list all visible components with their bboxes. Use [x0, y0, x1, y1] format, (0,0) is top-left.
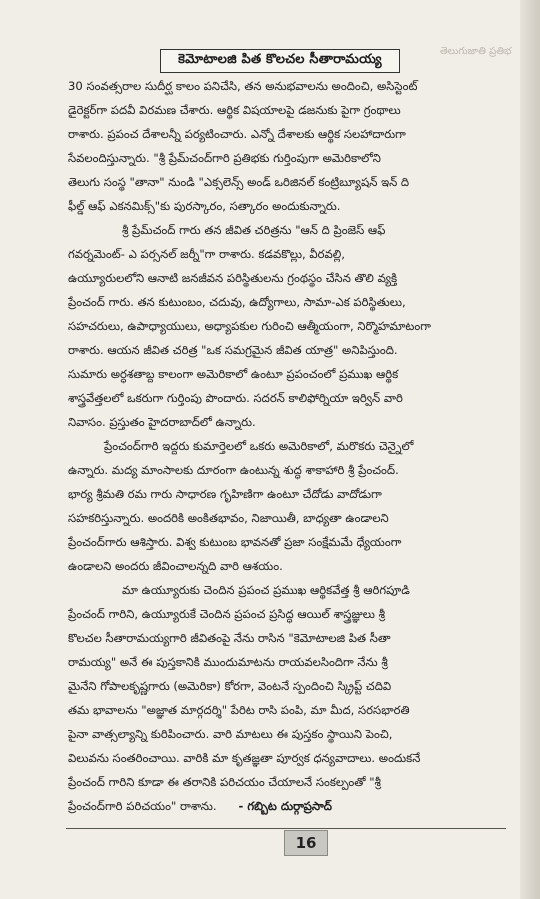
paragraph-3 — [68, 434, 500, 578]
text-line: శ్రీ ప్రేమ్‌చంద్ గారు తన జీవిత చరిత్రను "ఆన్ ది ప్రింజెస్ ఆఫ్ — [122, 223, 386, 237]
text-line: సహచరులు, ఉపాధ్యాయులు, అధ్యాపకుల గురించి ఆత్మీయంగా, నిర్మొహమాటంగా — [68, 319, 431, 333]
text-line: ఫీల్డ్ ఆఫ్ ఎకనమిక్స్"కు పురస్కారం, సత్కారం అందుకున్నారు. — [68, 199, 341, 213]
paragraph-2 — [68, 218, 500, 434]
footer-divider — [66, 828, 506, 829]
text-line: 30 సంవత్సరాల సుదీర్ఘ కాలం పనిచేసి, తన అనుభవాలను అందించి, అసిస్టెంట్ — [68, 79, 418, 93]
page-header-title — [160, 49, 400, 73]
text-line: గవర్నమెంట్- ఎ పర్సనల్ జర్నీ"గా రాశారు. కడవకొల్లు, వీరవల్లి, — [68, 247, 345, 261]
signature-line — [68, 794, 500, 818]
text-line: సహకరిస్తున్నారు. అందరికి అంకితభావం, నిజాయితీ, బాధ్యతా ఉండాలని — [68, 511, 389, 525]
paragraph-1 — [68, 74, 500, 218]
page-edge — [520, 0, 540, 899]
text-line: రాశారు. ప్రపంచ దేశాలన్నీ పర్యటించారు. ఎన్నో దేశాలకు ఆర్థిక సలహాదారుగా — [68, 127, 406, 141]
text-line: ప్రేంచంద్‌గారి పరిచయం" రాశాను. — [68, 799, 217, 813]
page-number-text: 16 — [295, 834, 317, 852]
text-line: పైనా వాత్సల్యాన్ని కురిపించారు. వారి మాటలు ఈ పుస్తకం స్థాయిని పెంచి, — [68, 727, 393, 741]
faded-bleed-text: తెలుగుజాతి ప్రతిభ — [440, 46, 512, 57]
text-line: ప్రేంచంద్‌గారు ఆశిస్తారు. విశ్వ కుటుంబ భావనతో ప్రజా సంక్షేమమే ధ్యేయంగా — [68, 535, 402, 549]
text-line: ప్రేంచంద్‌గారి ఇద్దరు కుమార్తెలలో ఒకరు అమెరికాలో, మరొకరు చెన్నైలో — [104, 439, 414, 453]
author-signature: - గబ్బిట దుర్గాప్రసాద్ — [238, 799, 332, 813]
header-title-text: కెమోటాలజి పిత కొలచల సీతారామయ్య — [178, 52, 382, 67]
text-line: ఉండాలని అందరు జీవించాలన్నది వారి ఆశయం. — [68, 559, 283, 573]
text-line: నివాసం. ప్రస్తుతం హైదరాబాద్‌లో ఉన్నారు. — [68, 415, 256, 429]
text-line: మైనేని గోపాలకృష్ణగారు (అమెరికా) కోరగా, వెంటనే స్పందించి స్క్రిప్ట్ చదివి — [68, 679, 392, 693]
text-line: ప్రేంచంద్ గారు. తన కుటుంబం, చదువు, ఉద్యోగాలు, సామా-ఎక పరిస్థితులు, — [68, 295, 406, 309]
text-line: ప్రేంచంద్ గారిని కూడా ఈ తరానికి పరిచయం చేయాలనే సంకల్పంతో "శ్రీ — [68, 775, 381, 789]
text-line: రాశారు. ఆయన జీవిత చరిత్ర "ఒక సమగ్రమైన జీవిత యాత్ర" అనిపిస్తుంది. — [68, 343, 398, 357]
text-line: ఉన్నారు. మద్య మాంసాలకు దూరంగా ఉంటున్న శుద్ధ శాకాహారి శ్రీ ప్రేంచంద్. — [68, 463, 399, 477]
text-line: మా ఉయ్యూరుకు చెందిన ప్రపంచ ప్రముఖ ఆర్థికవేత్త శ్రీ ఆరిగపూడి — [122, 583, 410, 597]
paragraph-4 — [68, 578, 500, 818]
text-line: డైరెక్టర్‌గా పదవీ విరమణ చేశారు. ఆర్థిక విషయాలపై డజనుకు పైగా గ్రంథాలు — [68, 103, 401, 117]
text-line: విలువను సంతరించాయి. వారికి మా కృతజ్ఞతా పూర్వక ధన్యవాదాలు. అందుకనే — [68, 751, 421, 765]
body-text — [68, 74, 500, 818]
text-line: సేవలందిస్తున్నారు. "శ్రీ ప్రేమ్‌చంద్‌గారి ప్రతిభకు గుర్తింపుగా అమెరికాలోని — [68, 151, 381, 165]
text-line: కొలచల సీతారామయ్యగారి జీవితంపై నేను రాసిన "కెమోటాలజి పిత సీతా — [68, 631, 391, 645]
text-line: భార్య శ్రీమతి రమ గారు సాధారణ గృహిణిగా ఉంటూ చేదోడు వాదోడుగా — [68, 487, 382, 501]
text-line: ఉయ్యూరులలోని ఆనాటి జనజీవన పరిస్థితులను గ్రంథస్థం చేసిన తొలి వ్యక్తి — [68, 271, 398, 285]
text-line: శాస్త్రవేత్తలలో ఒకరుగా గుర్తింపు పొందారు. సదరన్ కాలిఫోర్నియా ఇర్విన్ వారి — [68, 391, 403, 405]
text-line: రామయ్య" అనే ఈ పుస్తకానికి ముందుమాటను రాయవలసిందిగా నేను శ్రీ — [68, 655, 388, 669]
text-line: సుమారు అర్ధశతాబ్ద కాలంగా అమెరికాలో ఉంటూ ప్రపంచంలో ప్రముఖ ఆర్థిక — [68, 367, 399, 381]
text-line: ప్రేంచంద్ గారిని, ఉయ్యూరుకే చెందిన ప్రపంచ ప్రసిద్ధ ఆయిల్ శాస్త్రజ్ఞులు శ్రీ — [68, 607, 385, 621]
page-number — [284, 830, 328, 856]
text-line: తెలుగు సంస్థ "తానా" నుండి "ఎక్సలెన్స్ అండ్ ఒరిజినల్ కంట్రిబ్యూషన్ ఇన్ ది — [68, 175, 410, 189]
text-line: తమ భావాలను "అజ్ఞాత మార్గదర్శి" పేరిట రాసి పంపి, మా మీద, సరసభారతి — [68, 703, 410, 717]
